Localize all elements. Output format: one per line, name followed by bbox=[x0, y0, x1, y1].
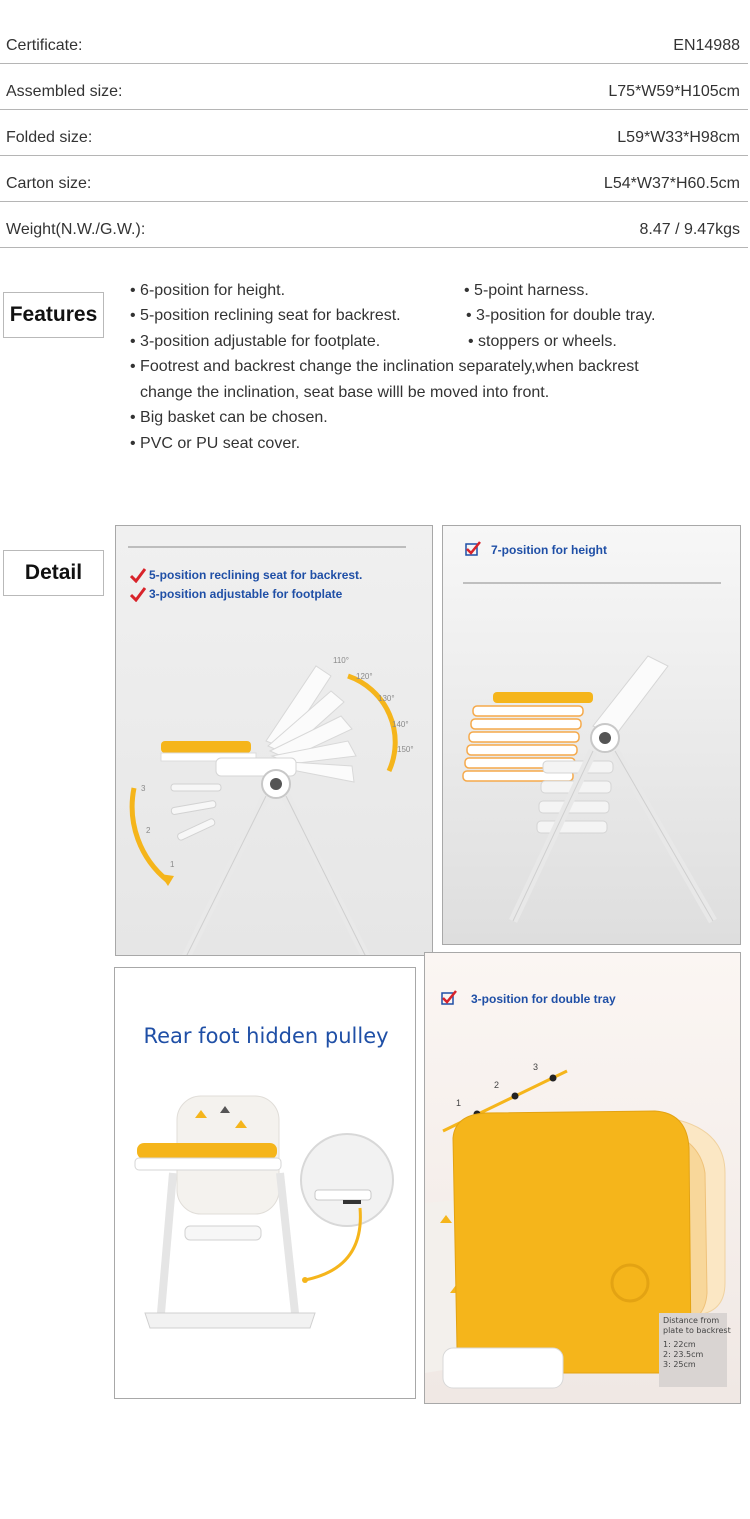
detail-heading: Detail bbox=[3, 550, 104, 596]
panel-rear-foot-pulley bbox=[114, 967, 416, 1399]
tray-position-label: 1 bbox=[456, 1098, 462, 1108]
spec-label: Weight(N.W./G.W.): bbox=[6, 221, 146, 238]
check-icon bbox=[130, 586, 146, 602]
panel1-feature-line1: 5-position reclining seat for backrest. bbox=[149, 568, 363, 582]
note-title: Distance from bbox=[663, 1316, 720, 1325]
tray-distance-note bbox=[663, 1316, 731, 1370]
spec-value: L75*W59*H105cm bbox=[608, 83, 740, 100]
spec-value: L59*W33*H98cm bbox=[617, 129, 740, 146]
spec-label: Certificate: bbox=[6, 37, 83, 54]
spec-value: EN14988 bbox=[673, 37, 740, 54]
angle-label: 140° bbox=[392, 720, 409, 729]
spec-row-certificate bbox=[0, 18, 748, 64]
feature-item: • 5-position reclining seat for backrest. bbox=[130, 307, 401, 324]
check-icon bbox=[130, 567, 146, 583]
note-value: 3: 25cm bbox=[663, 1360, 696, 1369]
feature-item: • 6-position for height. bbox=[130, 282, 286, 299]
feature-item: • 5-point harness. bbox=[464, 282, 589, 299]
spec-label: Folded size: bbox=[6, 129, 93, 146]
feature-item: • Footrest and backrest change the inclination separately,when backrest bbox=[130, 358, 639, 375]
spec-value: L54*W37*H60.5cm bbox=[603, 175, 740, 192]
high-chair-height-illustration bbox=[443, 526, 741, 945]
foot-position-label: 1 bbox=[170, 860, 175, 869]
note-value: 1: 22cm bbox=[663, 1340, 696, 1349]
spec-label: Assembled size: bbox=[6, 83, 123, 100]
spec-row-folded-size bbox=[0, 110, 748, 156]
panel-double-tray bbox=[424, 952, 741, 1404]
angle-label: 120° bbox=[356, 672, 373, 681]
panel4-title: 3-position for double tray bbox=[471, 992, 616, 1006]
checkbox-check-icon bbox=[441, 990, 457, 1006]
panel-height-positions bbox=[442, 525, 741, 945]
foot-position-label: 3 bbox=[141, 784, 146, 793]
foot-position-label: 2 bbox=[146, 826, 151, 835]
panel1-feature-line2: 3-position adjustable for footplate bbox=[149, 587, 343, 601]
angle-label: 150° bbox=[397, 745, 414, 754]
note-value: 2: 23.5cm bbox=[663, 1350, 704, 1359]
feature-item: • Big basket can be chosen. bbox=[130, 409, 328, 426]
spec-row-assembled-size bbox=[0, 64, 748, 110]
feature-item: • 3-position adjustable for footplate. bbox=[130, 333, 381, 350]
spec-label: Carton size: bbox=[6, 175, 92, 192]
feature-item-continuation: change the inclination, seat base willl be moved into front. bbox=[140, 384, 550, 401]
feature-item: • stoppers or wheels. bbox=[468, 333, 617, 350]
spec-row-weight bbox=[0, 202, 748, 248]
checkbox-check-icon bbox=[465, 541, 481, 557]
panel3-title: Rear foot hidden pulley bbox=[143, 1024, 389, 1048]
features-heading: Features bbox=[3, 292, 104, 338]
feature-item: • PVC or PU seat cover. bbox=[130, 435, 301, 452]
angle-label: 130° bbox=[378, 694, 395, 703]
panel-reclining-seat bbox=[115, 525, 433, 956]
feature-item: • 3-position for double tray. bbox=[466, 307, 656, 324]
tray-position-label: 3 bbox=[533, 1062, 539, 1072]
spec-row-carton-size bbox=[0, 156, 748, 202]
tray-position-label: 2 bbox=[494, 1080, 500, 1090]
angle-label: 110° bbox=[333, 656, 349, 665]
spec-value: 8.47 / 9.47kgs bbox=[639, 221, 740, 238]
panel2-title: 7-position for height bbox=[491, 543, 607, 557]
note-title: plate to backrest bbox=[663, 1326, 731, 1335]
